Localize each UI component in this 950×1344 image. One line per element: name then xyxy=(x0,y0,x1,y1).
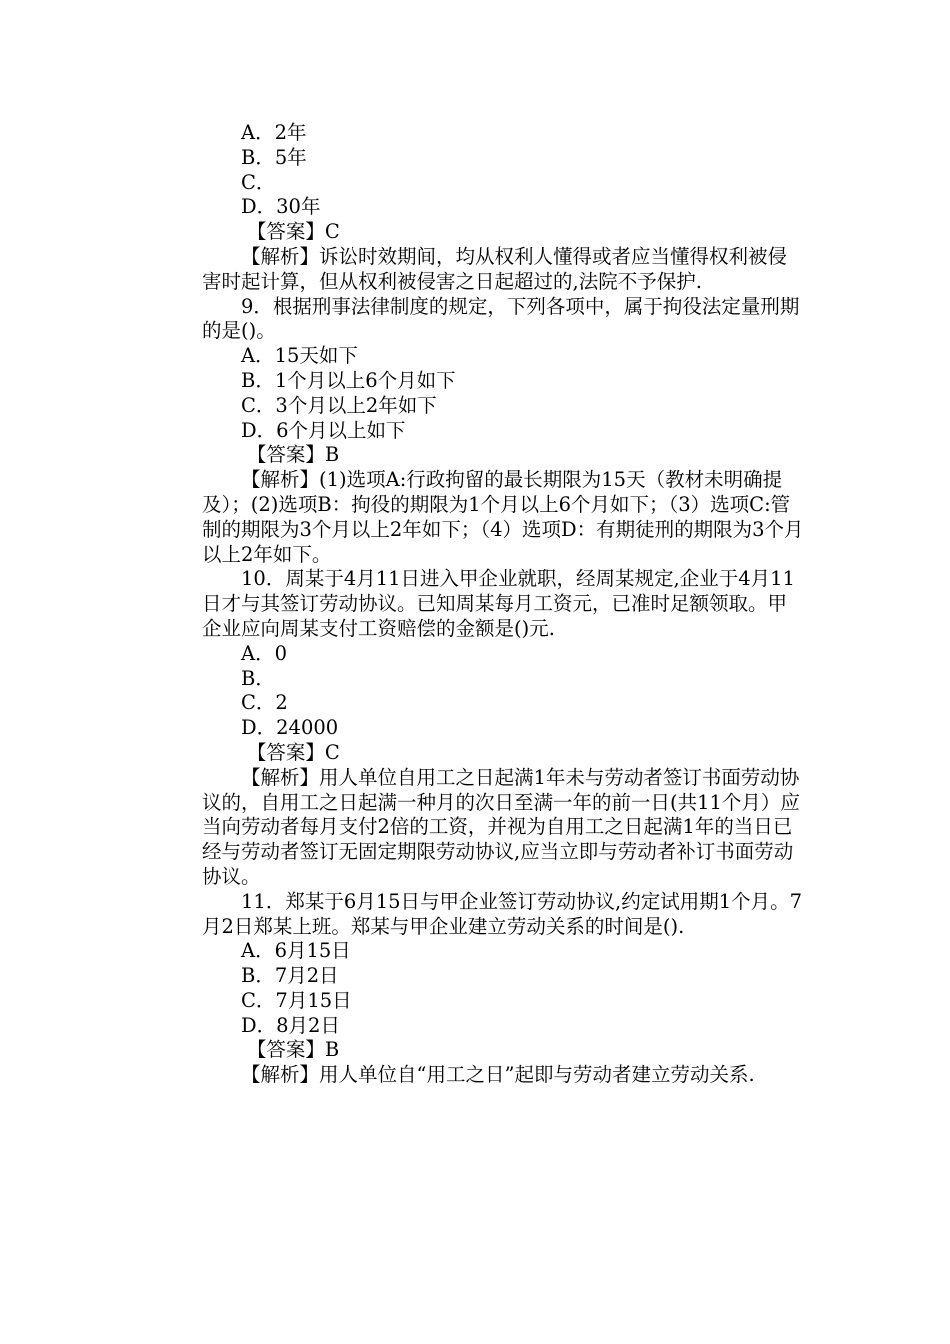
question-11: 11．郑某于6月15日与甲企业签订劳动协议,约定试用期1个月。7月2日郑某上班。郑某与甲企业建立劳动关系的时间是(). xyxy=(202,889,803,938)
option-a: A．6月15日 xyxy=(241,939,351,963)
option-c: C．2 xyxy=(241,691,288,715)
answer: 【答案】B xyxy=(246,443,340,467)
question-10: 10．周某于4月11日进入甲企业就职，经周某规定,企业于4月11日才与其签订劳动协议。已知周某每月工资元，已准时足额领取。甲企业应向周某支付工资赔偿的金额是()元. xyxy=(202,567,795,640)
option-a: A．2年 xyxy=(241,121,307,144)
option-c: C．3个月以上2年如下 xyxy=(241,393,437,417)
option-c: C．7月15日 xyxy=(241,988,352,1012)
option-b: B．5年 xyxy=(241,145,307,169)
option-b: B．1个月以上6个月如下 xyxy=(241,368,456,392)
option-d: D．8月2日 xyxy=(241,1013,340,1037)
option-d: D．24000 xyxy=(241,716,339,740)
option-a: A．15天如下 xyxy=(241,344,358,368)
answer: 【答案】C xyxy=(246,740,340,764)
option-d: D．6个月以上如下 xyxy=(241,418,406,442)
document-page xyxy=(202,121,806,1088)
answer: 【答案】C xyxy=(246,220,340,244)
explanation: 【解析】用人单位自用工之日起满1年未与劳动者签订书面劳动协议的，自用工之日起满一种月的次日至满一年的前一日(共11个月）应当向劳动者每月支付2倍的工资，并视为自用工之日起满1年的当日已经与劳动者签订无固定期限劳动协议,应当立即与劳动者补订书面劳动协议。 xyxy=(202,765,800,888)
option-b: B．7月2日 xyxy=(241,964,339,988)
answer: 【答案】B xyxy=(246,1038,340,1062)
option-c: C． xyxy=(241,170,276,194)
explanation: 【解析】诉讼时效期间，均从权利人懂得或者应当懂得权利被侵害时起计算，但从权利被侵害之日起超过的,法院不予保护. xyxy=(202,244,788,293)
option-d: D．30年 xyxy=(241,195,321,219)
explanation: 【解析】(1)选项A:行政拘留的最长期限为15天（教材未明确提及）；(2)选项B：拘役的期限为1个月以上6个月如下；（3）选项C:管制的期限为3个月以上2年如下；（4）选项D：有期徒刑的期限为3个月以上2年如下。 xyxy=(202,468,804,566)
option-b: B． xyxy=(241,666,275,690)
explanation: 【解析】用人单位自“用工之日”起即与劳动者建立劳动关系. xyxy=(241,1063,755,1087)
option-a: A．0 xyxy=(241,641,287,665)
question-9: 9．根据刑事法律制度的规定，下列各项中，属于拘役法定量刑期的是()。 xyxy=(202,294,800,343)
